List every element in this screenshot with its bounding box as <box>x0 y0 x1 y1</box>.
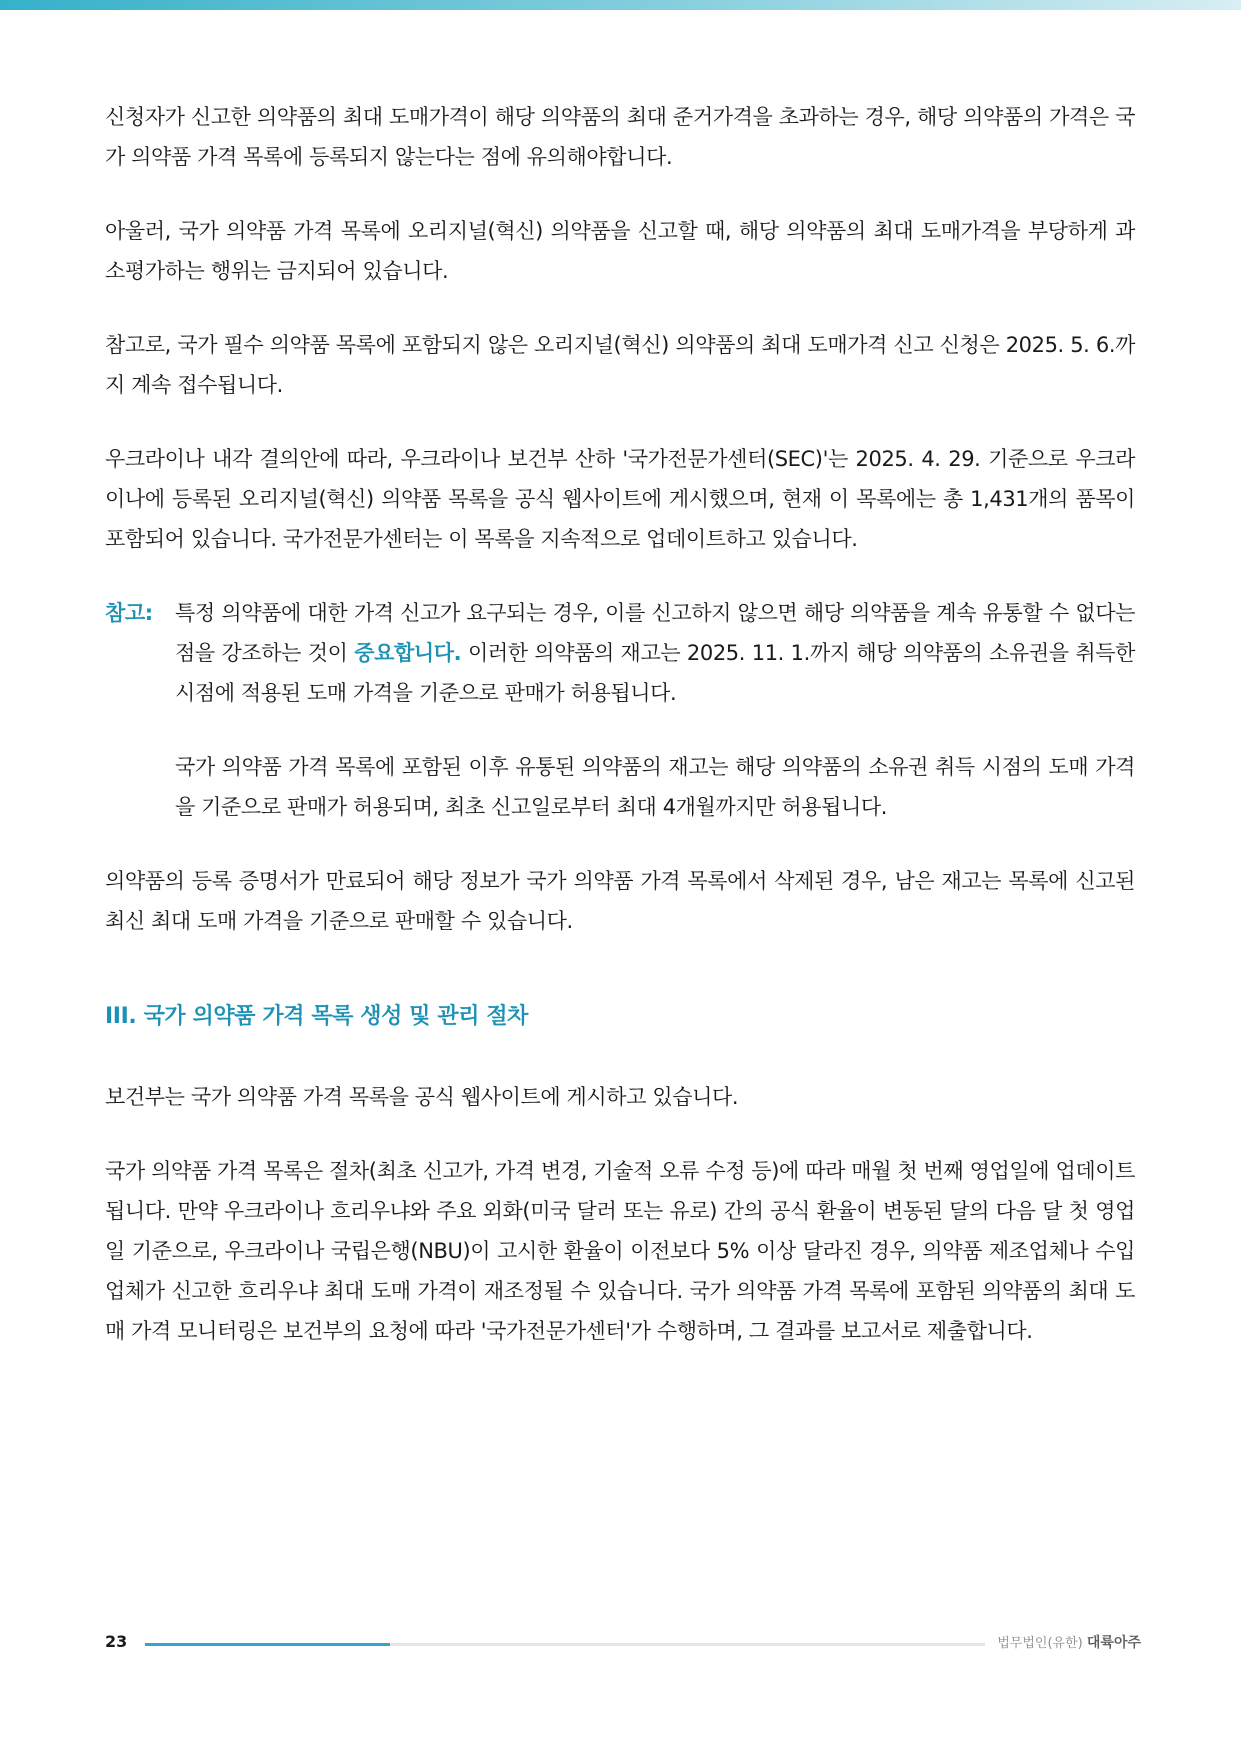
paragraph-certificate-expired: 의약품의 등록 증명서가 만료되어 해당 정보가 국가 의약품 가격 목록에서 삭제된 경우, 남은 재고는 목록에 신고된 최신 최대 도매 가격을 기준으로 판매할 수 있습니다. <box>105 869 1135 933</box>
section-title: III. 국가 의약품 가격 목록 생성 및 관리 절차 <box>105 1004 529 1029</box>
footer-line <box>145 1643 985 1646</box>
note-text-after: 이러한 의약품의 재고는 2025. 11. 1.까지 해당 의약품의 소유권을 취득한 시점에 적용된 도매 가격을 기준으로 판매가 허용됩니다. <box>175 641 1136 705</box>
note-label: 참고: <box>105 601 153 625</box>
section-paragraph-2: 국가 의약품 가격 목록은 절차(최초 신고가, 가격 변경, 기술적 오류 수정 등)에 따라 매월 첫 번째 영업일에 업데이트됩니다. 만약 우크라이나 흐리우냐와 주요 외화(미국 달러 또는 유로) 간의 공식 환율이 변동된 달의 다음 달 첫 영업일 기준으로, 우크라이나 국립은행(NBU)이 고시한 환율이 이전보다 5% 이상 달라진 경우, 의약품 제조업체나 수입업체가 신고한 흐리우냐 최대 도매 가격이 재조정될 수 있습니다. 국가 의약품 가격 목록에 포함된 의약품의 최대 도매 가격 모니터링은 보건부의 요청에 따라 '국가전문가센터'가 수행하며, 그 결과를 보고서로 제출합니다. <box>105 1159 1135 1343</box>
note-paragraph-2: 국가 의약품 가격 목록에 포함된 이후 유통된 의약품의 재고는 해당 의약품의 소유권 취득 시점의 도매 가격을 기준으로 판매가 허용되며, 최초 신고일로부터 최대 4개월까지만 허용됩니다. <box>175 755 1135 819</box>
footer-firm-name: 대륙아주 <box>1086 1635 1141 1651</box>
section-paragraph-1: 보건부는 국가 의약품 가격 목록을 공식 웹사이트에 게시하고 있습니다. <box>105 1085 739 1109</box>
page-number: 23 <box>105 1632 128 1651</box>
note-block <box>105 593 1135 827</box>
footer-line-accent <box>145 1643 390 1646</box>
page-content <box>105 97 1135 1385</box>
note-paragraph-1 <box>175 593 1135 713</box>
top-accent-bar <box>0 0 1241 10</box>
footer-firm-prefix: 법무법인(유한) <box>997 1636 1083 1651</box>
paragraph-price-exceeds: 신청자가 신고한 의약품의 최대 도매가격이 해당 의약품의 최대 준거가격을 초과하는 경우, 해당 의약품의 가격은 국가 의약품 가격 목록에 등록되지 않는다는 점에 유의해야합니다. <box>105 105 1135 169</box>
note-emphasis: 중요합니다. <box>354 641 462 665</box>
footer-brand <box>997 1632 1141 1652</box>
paragraph-undervaluation: 아울러, 국가 의약품 가격 목록에 오리지널(혁신) 의약품을 신고할 때, 해당 의약품의 최대 도매가격을 부당하게 과소평가하는 행위는 금지되어 있습니다. <box>105 219 1135 283</box>
paragraph-sec-list: 우크라이나 내각 결의안에 따라, 우크라이나 보건부 산하 '국가전문가센터(SEC)'는 2025. 4. 29. 기준으로 우크라이나에 등록된 오리지널(혁신) 의약품 목록을 공식 웹사이트에 게시했으며, 현재 이 목록에는 총 1,431개의 품목이 포함되어 있습니다. 국가전문가센터는 이 목록을 지속적으로 업데이트하고 있습니다. <box>105 447 1135 551</box>
paragraph-application-deadline: 참고로, 국가 필수 의약품 목록에 포함되지 않은 오리지널(혁신) 의약품의 최대 도매가격 신고 신청은 2025. 5. 6.까지 계속 접수됩니다. <box>105 333 1135 397</box>
note-text-before: 특정 의약품에 대한 가격 신고가 요구되는 경우, 이를 신고하지 않으면 해당 의약품을 계속 유통할 수 없다는 점을 강조하는 것이 <box>175 601 1135 665</box>
